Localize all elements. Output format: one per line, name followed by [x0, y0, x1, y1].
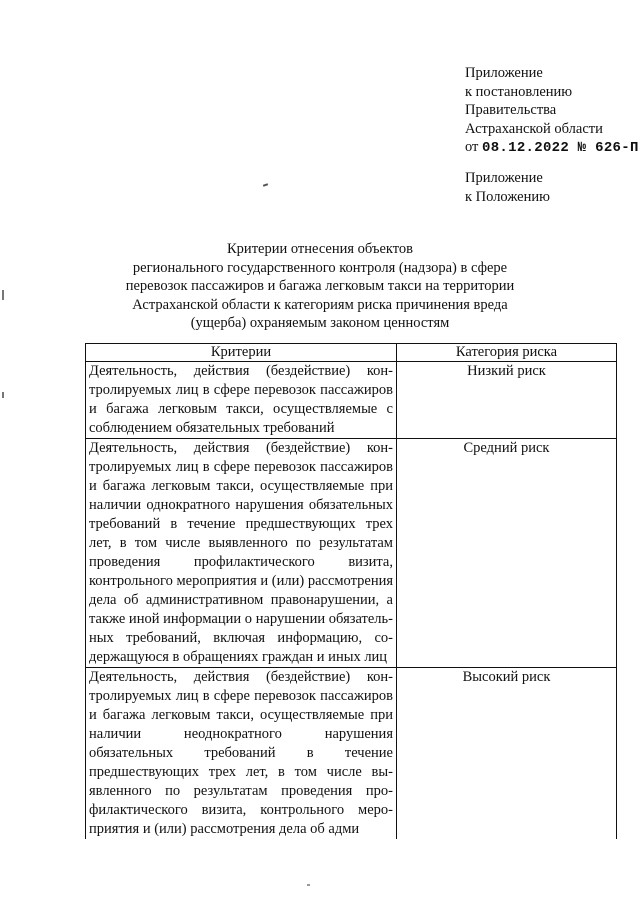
annex-line: к Положению [465, 188, 550, 205]
document-title [110, 240, 530, 333]
scan-edge-mark [2, 392, 4, 398]
table-row [86, 439, 617, 668]
risk-category-cell: Средний риск [397, 439, 617, 668]
date-prefix: от [465, 139, 479, 155]
column-header-criteria: Критерии [86, 344, 397, 362]
resolution-date-number: 08.12.2022 № 626-П [482, 140, 639, 156]
annex-line: Правительства [465, 102, 557, 118]
criteria-cell: Деятельность, действия (бездействие) контролируемых лиц в сфере перевозок пассажиров и багажа легковым такси, осуществляемые с соблюдением обязательных требований [86, 362, 397, 439]
title-line: регионального государственного контроля (надзора) в сфере [132, 259, 508, 276]
title-line: Астраханской области к категориям риска причинения вреда [132, 296, 508, 313]
table-row [86, 362, 617, 439]
resolution-date-line [465, 138, 640, 158]
stray-mark [263, 183, 268, 187]
annex-header-regulation [465, 169, 550, 206]
scan-speck [307, 884, 310, 886]
title-line: (ущерба) охраняемым законом ценностям [190, 315, 450, 331]
criteria-cell: Деятельность, действия (бездействие) контролируемых лиц в сфере перевозок пассажиров и багажа легковым такси, осуществляемые при наличии однократного нарушения обязательных требований в течение предшествующих трех лет, в том числе выявленного по результатам проведения профилактического визита, контрольного мероприятия и (или) рассмотрения дела об административном правонарушении, а также иной информации о нарушении обязательных требований, включая информацию, содержащуюся в обращениях граждан и иных лиц [86, 439, 397, 668]
annex-line: к постановлению [465, 83, 573, 100]
title-line: Критерии отнесения объектов [227, 241, 413, 257]
annex-line: Приложение [465, 170, 543, 186]
scan-edge-mark [2, 290, 4, 300]
criteria-cell: Деятельность, действия (бездействие) контролируемых лиц в сфере перевозок пассажиров и багажа легковым такси, осуществляемые при наличии неоднократного нарушения обязательных требований в течение предшествующих трех лет, в том числе выявленного по результатам проведения профилактического визита, контрольного мероприятия и (или) рассмотрения дела об адми [86, 668, 397, 840]
column-header-category: Категория риска [397, 344, 617, 362]
table-header-row [86, 344, 617, 362]
annex-header [465, 64, 640, 158]
annex-line: Астраханской области [465, 120, 603, 137]
risk-category-cell: Высокий риск [397, 668, 617, 840]
annex-line: Приложение [465, 65, 543, 81]
risk-criteria-table [85, 343, 617, 839]
risk-category-cell: Низкий риск [397, 362, 617, 439]
table-row [86, 668, 617, 840]
title-line: перевозок пассажиров и багажа легковым такси на территории [125, 278, 515, 294]
